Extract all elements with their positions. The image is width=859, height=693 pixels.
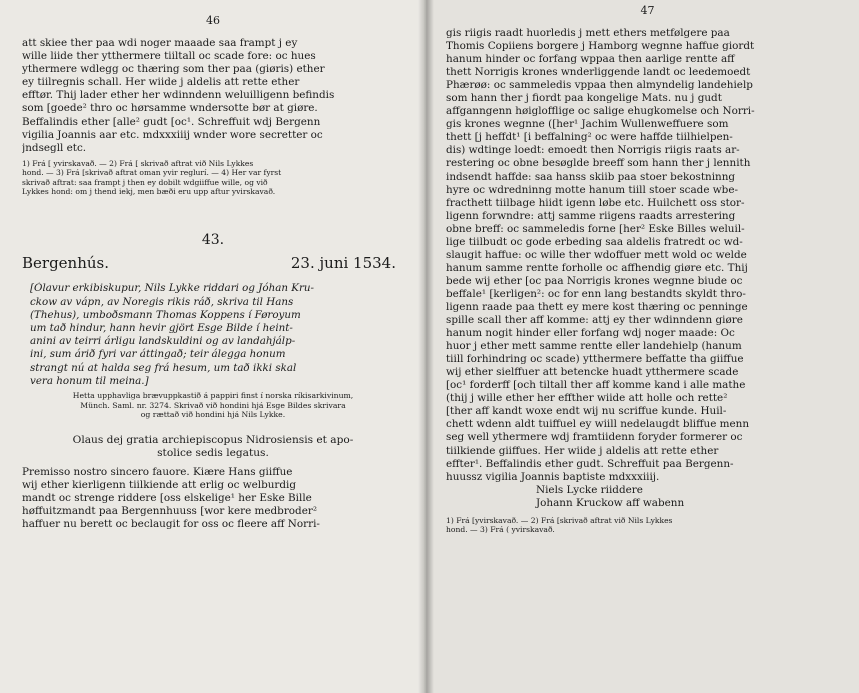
footnotes-right <box>446 516 849 535</box>
salutation-line: Olaus dej gratia archiepiscopus Nidrosiensis et apo- <box>72 433 354 446</box>
text-line: Phærøø: oc sammeledis vppaa then almyndelig landehielp <box>446 79 753 92</box>
text-line: mandt oc strenge riddere [oss elskelige¹ her Eske Bille <box>22 492 312 505</box>
signature-line: Johann Kruckow aff wabenn <box>536 496 685 509</box>
summary-line: ckow av vápn, av Noregis rikis ráð, skriva til Hans <box>30 295 294 308</box>
summary-line: [Ólavur erkibiskupur, Nils Lykke riddari og Jóhan Kru- <box>30 282 314 295</box>
text-line: huussz vigilia Joannis baptiste mdxxxiiij. <box>446 470 660 483</box>
footnotes-previous-letter <box>22 159 404 197</box>
salutation-line: stolice sedis legatus. <box>157 446 269 459</box>
right-page <box>424 0 859 693</box>
text-line: indsendt haffde: saa hanss skiib paa stoer bekostninng <box>446 170 736 183</box>
text-line: beffale¹ [kerligen²: oc for enn lang bestandts skyldt thro- <box>446 287 746 300</box>
page-number-right: 47 <box>640 4 655 17</box>
summary-line: strangt nú at halda seg frá hesum, um tað ikki skal <box>30 361 297 374</box>
text-line: dis) wdtinge loedt: emoedt then Norrigis riigis raats ar- <box>446 144 740 157</box>
text-line: høffuitzmandt paa Bergennhuuss [wor kere medbroder² <box>22 505 317 518</box>
text-line: bede wij ether [oc paa Norrigis krones wegnne biude oc <box>446 274 743 287</box>
text-line: huor j ether mett samme rentte eller landehielp (hanum <box>446 340 742 353</box>
text-line: Beffalindis ether [alle² gudt [oc¹. Schreffuit wdj Bergenn <box>22 115 321 128</box>
letter-body-continued <box>446 27 849 484</box>
text-line: ythermere wdlegg oc thæring som ther paa (giøris) ether <box>22 63 325 76</box>
text-line: wille liide ther ytthermere tiiltall oc scade fore: oc hues <box>22 50 316 63</box>
text-line: ey tiilregnis schall. Her wiide j aldelis att rette ether <box>22 76 300 89</box>
footnote-line: Lykkes hond: om j thend iekj, men bæði eru upp aftur yvirskavað. <box>22 187 276 197</box>
text-line: Thomis Copiiens borgere j Hamborg wegnne haffue giordt <box>446 40 755 53</box>
source-line: Hetta upphavliga brævuppkastið á pappiri finst í norska ríkisarkivinum, <box>72 391 354 401</box>
text-line: [oc¹ forderff [och tiltall ther aff komme kand i alle mathe <box>446 379 746 392</box>
signatures <box>446 484 849 510</box>
text-line: jndsegll etc. <box>22 141 87 154</box>
text-line: thett Norrigis krones wnderliggende landt oc leedemoedt <box>446 66 751 79</box>
text-line: ligenn raade paa thett ey mere kost thæring oc penninge <box>446 300 748 313</box>
text-line: fracthett tiilbage hiidt igenn løbe etc. Huilchett oss stor- <box>446 196 745 209</box>
text-line: thett [j heffdt¹ [i beffalning² oc were haffde tiilhielpen- <box>446 131 733 144</box>
text-line: seg well ythermere wdj framtiidenn foryder formerer oc <box>446 431 743 444</box>
text-line: vigilia Joannis aar etc. mdxxxiiij wnder wore secretter oc <box>22 128 323 141</box>
text-line: [ther aff kandt woxe endt wij nu scriffue kunde. Huil- <box>446 405 727 418</box>
summary-line: vera honum til meina.] <box>30 374 149 387</box>
text-line: ligenn forwndre: attj samme riigens raadts arrestering <box>446 209 736 222</box>
text-line: spille scall ther aff komme: attj ey ther wdinndenn giøre <box>446 314 743 327</box>
text-line: wij ether sielffuer att betencke huadt ytthermere scade <box>446 366 739 379</box>
text-line: slaugit haffue: oc wille ther wdoffuer mett wold oc welde <box>446 248 747 261</box>
footnote-line: hond. — 3) Frá [skrivað aftrat oman yvir reglurí. — 4) Her var fyrst <box>22 168 282 178</box>
summary-line: anini av teirri árligu landskuldini og av landahjálp- <box>30 335 296 348</box>
footnote-line: 1) Frá [yvirskavað. — 2) Frá [skrivað aftrat við Nils Lykkes <box>446 515 673 525</box>
source-line: Münch. Saml. nr. 3274. Skrivað við hondini hjá Esge Bildes skrivara <box>80 400 346 410</box>
summary-line: ini, sum árið fyri var áttingað; teir álegga honum <box>30 348 286 361</box>
text-line: wij ether kierligenn tiilkiende att erlig oc welburdig <box>22 479 297 492</box>
footnote-line: skrivað aftrat: saa frampt j then ey dobilt wdgiiffue wille, og við <box>22 177 268 187</box>
summary-line: (Thehus), umboðsmann Thomas Koppens í Føroyum <box>30 308 301 321</box>
previous-letter-ending <box>22 37 404 155</box>
text-line: obne breff: oc sammeledis forne [her² Eske Billes weluil- <box>446 222 745 235</box>
footnote-line: hond. — 3) Frá ( yvirskavað. <box>446 525 555 535</box>
left-page <box>0 0 424 693</box>
text-line: effter¹. Beffalindis ether gudt. Schreffuit paa Bergenn- <box>446 457 734 470</box>
place-heading: Bergenhús. <box>22 254 109 273</box>
document-summary <box>22 282 404 388</box>
text-line: hanum samme rentte forholle oc affhendig giøre etc. Thij <box>446 261 748 274</box>
text-line: som hann ther j fiordt paa kongelige Mats. nu j gudt <box>446 92 722 105</box>
text-line: hanum nogit hinder eller forfang wdj noger maade: Oc <box>446 327 735 340</box>
text-line: gis krones wegnne ([her¹ Jachim Wullenweffuere som <box>446 118 729 131</box>
text-line: affganngenn høiglofflige oc salige ehugkomelse och Norri- <box>446 105 755 118</box>
document-number: 43. <box>201 232 225 249</box>
text-line: haffuer nu berett oc beclaugit for oss oc fleere aff Norri- <box>22 518 320 531</box>
text-line: restering oc obne besøglde breeff som hann ther j lennith <box>446 157 751 170</box>
text-line: Premisso nostro sincero fauore. Kiære Hans giiffue <box>22 466 293 479</box>
text-line: chett wdenn aldt tuiffuel ey wiill nedelaugdt bliffue menn <box>446 418 750 431</box>
text-line: att skiee ther paa wdi noger maaade saa frampt j ey <box>22 37 298 49</box>
letter-body-start <box>22 466 404 531</box>
date-heading: 23. juni 1534. <box>290 254 396 273</box>
text-line: efftør. Thij lader ether her wdinndenn weluilligenn befindis <box>22 89 335 102</box>
text-line: tiilkiende giiffues. Her wiide j aldelis att rette ether <box>446 444 719 457</box>
footnote-line: 1) Frá [ yvirskavað. — 2) Frá [ skrivað aftrat við Nils Lykkes <box>22 158 254 168</box>
text-line: som [goede² thro oc hørsamme wndersotte bør at giøre. <box>22 102 318 115</box>
text-line: tiill forhindring oc scade) ytthermere beffatte tha giiffue <box>446 353 744 366</box>
salutation <box>22 434 404 460</box>
source-line: og rættað við hondini hjá Nils Lykke. <box>140 410 286 420</box>
signature-line: Niels Lycke riiddere <box>536 483 643 496</box>
source-note <box>22 391 404 420</box>
text-line: gis riigis raadt huorledis j mett ethers metfølgere paa <box>446 27 730 39</box>
text-line: lige tiilbudt oc gode erbeding saa aldelis fratredt oc wd- <box>446 235 743 248</box>
summary-line: um tað hindur, hann hevir gjört Esge Bilde í heint- <box>30 322 293 335</box>
page-number-left: 46 <box>206 14 220 27</box>
text-line: hanum hinder oc forfang wppaa then aarlige rentte aff <box>446 53 735 66</box>
text-line: (thij j wille ether her effther wiide att holle och rette² <box>446 392 728 405</box>
text-line: hyre oc wdredninng motte hanum tiill stoer scade wbe- <box>446 183 738 196</box>
document-header <box>22 254 404 272</box>
